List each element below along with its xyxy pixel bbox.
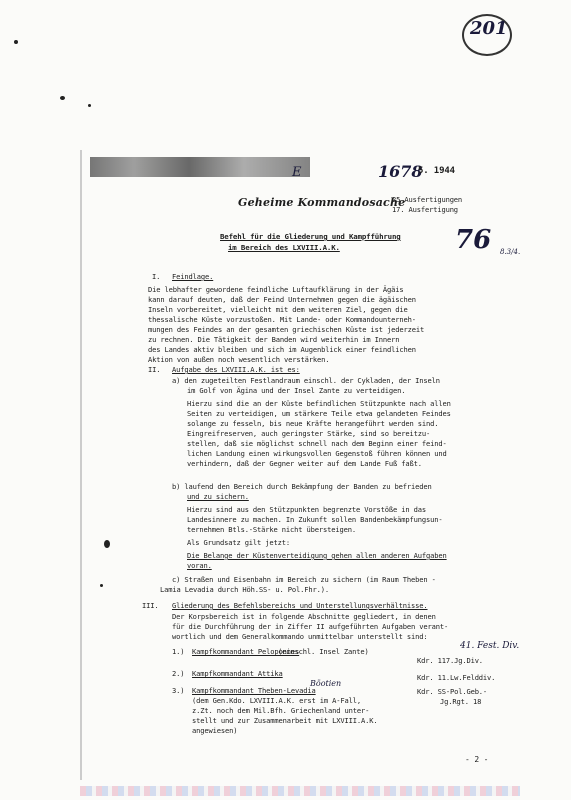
section-ii-num: II. xyxy=(148,365,161,374)
copy-number: 17. Ausfertigung xyxy=(392,205,458,214)
text-line: und zu sichern. xyxy=(187,492,249,501)
text-line: angewiesen) xyxy=(192,726,238,735)
text-line: Hierzu sind die an der Küste befindlichen Stützpunkte nach allen xyxy=(187,399,451,408)
item-unit: Kdr. 11.Lw.Felddiv. xyxy=(417,673,496,682)
text-line: Lamia Levadia durch Höh.SS- u. Pol.Fhr.). xyxy=(160,585,329,594)
date: 5. 1944 xyxy=(418,166,455,176)
text-line: lichen Landung einen wirkungsvollen Gegenstoß führen können und xyxy=(187,449,447,458)
section-i-heading: Feindlage. xyxy=(172,272,214,281)
scan-speck xyxy=(88,104,91,107)
text-line: kann darauf deuten, daß der Feind Unternehmen gegen die ägäischen xyxy=(148,295,416,304)
item-unit: Kdr. 117.Jg.Div. xyxy=(417,656,483,665)
text-line: Der Korpsbereich ist in folgende Abschnitte gegliedert, in denen xyxy=(172,612,436,621)
text-line: z.Zt. noch dem Mil.Bfh. Griechenland unter- xyxy=(192,706,370,715)
letter-e: E xyxy=(292,165,302,180)
item-unit: Kdr. SS-Pol.Geb.- xyxy=(417,687,488,696)
text-line: (dem Gen.Kdo. LXVIII.A.K. erst im A-Fall, xyxy=(192,696,361,705)
item-name: Kampfkommandant Theben-Levadia xyxy=(192,686,316,695)
classification: Geheime Kommandosache xyxy=(238,196,406,209)
archive-stamp-number: 201 xyxy=(470,18,508,39)
text-line: verhindern, daß der Gegner weiter auf dem Lande Fuß faßt. xyxy=(187,459,422,468)
page-number: - 2 - xyxy=(465,755,489,764)
text-line: b) laufend den Bereich durch Bekämpfung der Banden zu befrieden xyxy=(172,482,432,491)
item-extra: (einschl. Insel Zante) xyxy=(278,647,369,656)
section-i-num: I. xyxy=(152,272,161,281)
document-title: Befehl für die Gliederung und Kampfführung xyxy=(220,232,401,241)
text-line: Aktion von außen noch wesentlich verstärken. xyxy=(148,355,330,364)
text-line: zu rechnen. Die Tätigkeit der Banden wird weiterhin im Innern xyxy=(148,335,400,344)
scan-speck xyxy=(104,540,110,548)
scan-color-strip xyxy=(80,786,520,796)
item-name: Kampfkommandant Peloponnes xyxy=(192,647,300,656)
handwritten-note: 8.3/4. xyxy=(500,248,521,256)
item-handwritten: Böotien xyxy=(310,679,342,688)
section-iii-heading: Gliederung des Befehlsbereichs und Unterstellungsverhältnisse. xyxy=(172,601,428,610)
text-line: Seiten zu verteidigen, um stärkere Teile etwa gelandeten Feindes xyxy=(187,409,451,418)
text-line: voran. xyxy=(187,561,212,570)
item-handwritten: 41. Fest. Div. xyxy=(460,641,520,651)
text-line: thessalische Küste vorzustoßen. Mit Lande- oder Kommandounterneh- xyxy=(148,315,416,324)
text-line: stellen, daß sie möglichst schnell nach dem Beginn einer feind- xyxy=(187,439,447,448)
copy-count: 25 Ausfertigungen xyxy=(392,195,463,204)
text-line: Eingreifreserven, auch geringster Stärke, sind so bereitzu- xyxy=(187,429,431,438)
text-line: Als Grundsatz gilt jetzt: xyxy=(187,538,291,547)
item-num: 1.) xyxy=(172,647,185,656)
text-line: Landesinnere zu machen. In Zukunft sollen Bandenbekämpfungsun- xyxy=(187,515,443,524)
text-line: a) den zugeteilten Festlandraum einschl. der Cykladen, der Inseln xyxy=(172,376,440,385)
item-unit: Jg.Rgt. 18 xyxy=(440,697,482,706)
text-line: ternehmen Btls.-Stärke nicht übersteigen. xyxy=(187,525,356,534)
scan-speck xyxy=(14,40,18,44)
text-line: des Landes aktiv bleiben und sich im Augenblick einer feindlichen xyxy=(148,345,416,354)
text-line: Die Belange der Küstenverteidigung gehen allen anderen Aufgaben xyxy=(187,551,447,560)
text-line: für die Durchführung der in Ziffer II aufgeführten Aufgaben verant- xyxy=(172,622,449,631)
handwritten-76: 76 xyxy=(455,225,492,255)
scan-speck xyxy=(60,96,65,100)
text-line: mungen des Feindes an der gesamten griechischen Küste ist jederzeit xyxy=(148,325,425,334)
text-line: im Golf von Ägina und der Insel Zante zu verteidigen. xyxy=(187,386,406,395)
item-num: 3.) xyxy=(172,686,185,695)
item-num: 2.) xyxy=(172,669,185,678)
page-edge xyxy=(80,150,82,780)
text-line: wortlich und dem Generalkommando unmittelbar unterstellt sind: xyxy=(172,632,428,641)
text-line: Hierzu sind aus den Stützpunkten begrenzte Vorstöße in das xyxy=(187,505,427,514)
text-line: Die lebhafter gewordene feindliche Luftaufklärung in der Ägäis xyxy=(148,285,404,294)
text-line: stellt und zur Zusammenarbeit mit LXVIII.A.K. xyxy=(192,716,378,725)
handwritten-ref: 1678 xyxy=(378,162,423,181)
section-iii-num: III. xyxy=(142,601,159,610)
scan-speck xyxy=(100,584,103,587)
document-title-line2: im Bereich des LXVIII.A.K. xyxy=(228,243,340,252)
item-name: Kampfkommandant Attika xyxy=(192,669,283,678)
text-line: c) Straßen und Eisenbahn im Bereich zu sichern (im Raum Theben - xyxy=(172,575,436,584)
redaction-bar xyxy=(90,157,310,177)
text-line: solange zu fesseln, bis neue Kräfte herangeführt werden sind. xyxy=(187,419,439,428)
text-line: Inseln vorbereitet, vielleicht mit dem weiteren Ziel, gegen die xyxy=(148,305,408,314)
section-ii-heading: Aufgabe des LXVIII.A.K. ist es: xyxy=(172,365,300,374)
